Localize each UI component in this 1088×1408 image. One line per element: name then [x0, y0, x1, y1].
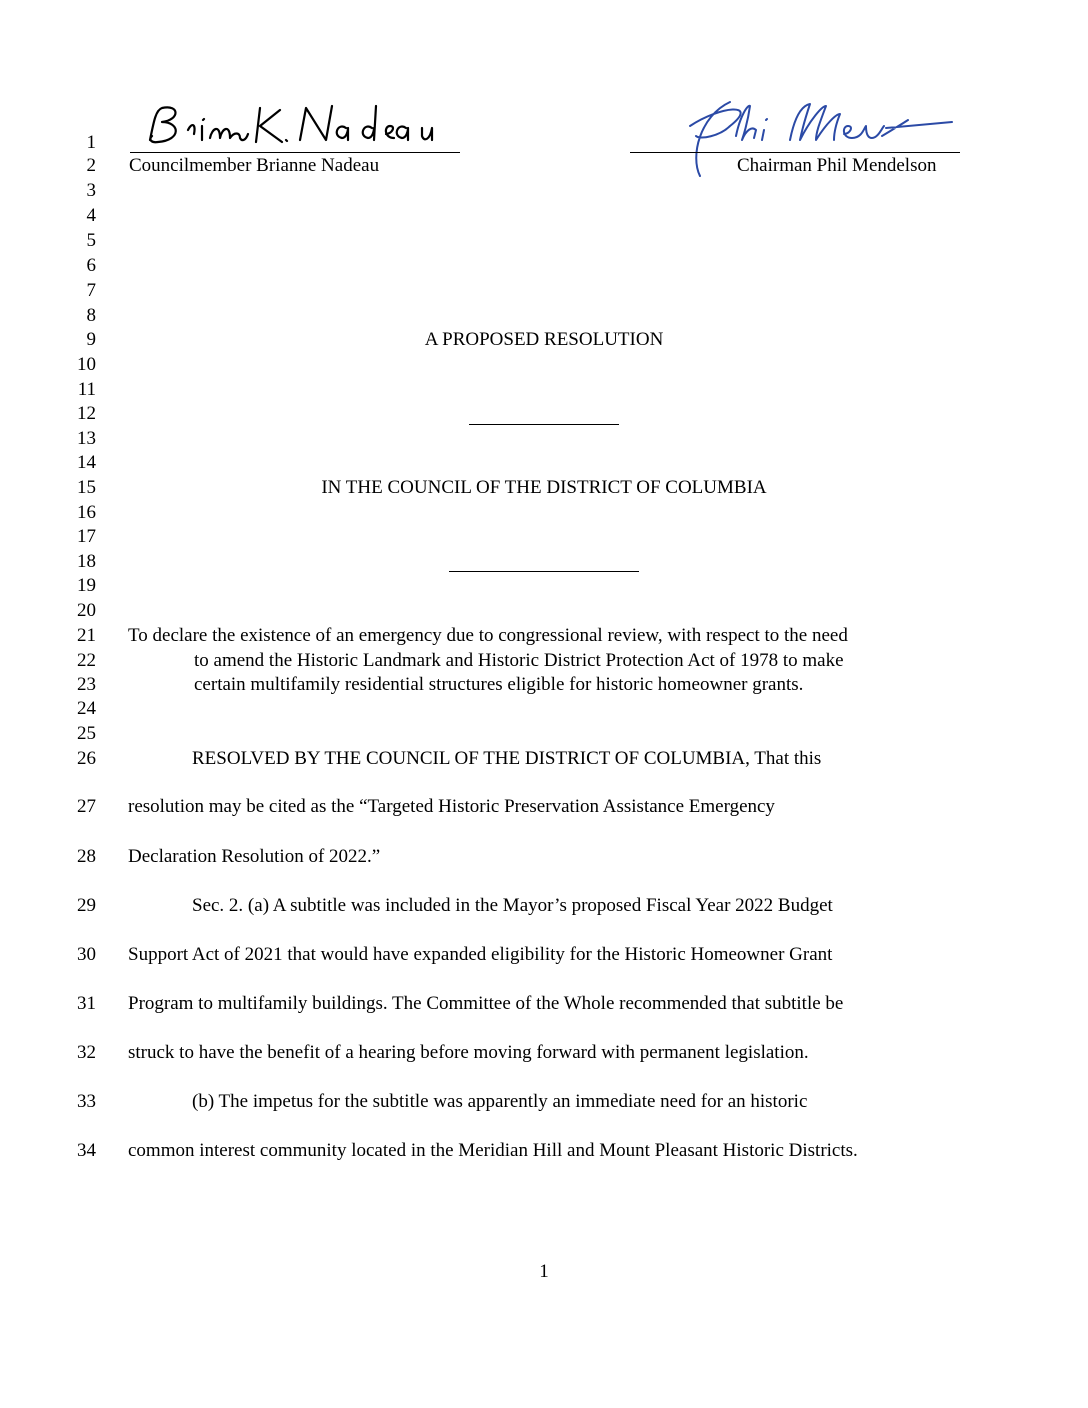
- signature-line-left: [130, 152, 460, 153]
- line-number: 3: [86, 180, 96, 201]
- line-number: 15: [77, 477, 96, 498]
- long-title-line: certain multifamily residential structures eligible for historic homeowner grants.: [194, 674, 804, 695]
- line-number: 2: [86, 155, 96, 176]
- line-number: 29: [77, 895, 96, 916]
- line-number: 11: [77, 379, 96, 400]
- signatory-title-right: Chairman Phil Mendelson: [737, 155, 937, 176]
- page-number: 1: [539, 1261, 549, 1282]
- line-number: 23: [77, 674, 96, 695]
- line-number: 22: [77, 650, 96, 671]
- body-line: common interest community located in the Meridian Hill and Mount Pleasant Historic Districts.: [128, 1140, 858, 1161]
- long-title-line: To declare the existence of an emergency due to congressional review, with respect to the need: [128, 625, 848, 646]
- line-number: 17: [77, 526, 96, 547]
- body-line: Program to multifamily buildings. The Committee of the Whole recommended that subtitle be: [128, 993, 844, 1014]
- line-number: 1: [86, 132, 96, 153]
- line-number: 24: [77, 698, 96, 719]
- line-number: 34: [77, 1140, 96, 1161]
- signature-nadeau: [140, 100, 460, 150]
- line-number: 20: [77, 600, 96, 621]
- line-number: 33: [77, 1091, 96, 1112]
- line-number: 7: [86, 280, 96, 301]
- line-number: 28: [77, 846, 96, 867]
- line-number: 12: [77, 403, 96, 424]
- line-number: 30: [77, 944, 96, 965]
- line-number: 13: [77, 428, 96, 449]
- body-line: struck to have the benefit of a hearing before moving forward with permanent legislation.: [128, 1042, 809, 1063]
- line-number: 27: [77, 796, 96, 817]
- signature-line-right: [630, 152, 960, 153]
- line-number: 16: [77, 502, 96, 523]
- line-number: 32: [77, 1042, 96, 1063]
- line-number: 25: [77, 723, 96, 744]
- line-number: 26: [77, 748, 96, 769]
- line-number: 19: [77, 575, 96, 596]
- line-number: 18: [77, 551, 96, 572]
- council-heading: IN THE COUNCIL OF THE DISTRICT OF COLUMBIA: [321, 477, 767, 498]
- line-number: 10: [77, 354, 96, 375]
- line-number: 21: [77, 625, 96, 646]
- line-number: 5: [86, 230, 96, 251]
- body-line: RESOLVED BY THE COUNCIL OF THE DISTRICT OF COLUMBIA, That this: [192, 748, 822, 769]
- line-number: 9: [86, 329, 96, 350]
- long-title-line: to amend the Historic Landmark and Historic District Protection Act of 1978 to make: [194, 650, 844, 671]
- divider-rule: [469, 424, 619, 425]
- resolution-heading: A PROPOSED RESOLUTION: [424, 329, 664, 350]
- body-line: Sec. 2. (a) A subtitle was included in the Mayor’s proposed Fiscal Year 2022 Budget: [192, 895, 833, 916]
- body-line: Support Act of 2021 that would have expanded eligibility for the Historic Homeowner Grant: [128, 944, 833, 965]
- signatory-title-left: Councilmember Brianne Nadeau: [129, 155, 380, 176]
- body-line: (b) The impetus for the subtitle was apparently an immediate need for an historic: [192, 1091, 808, 1112]
- line-number: 6: [86, 255, 96, 276]
- line-number: 4: [86, 205, 96, 226]
- line-number: 8: [86, 305, 96, 326]
- body-line: resolution may be cited as the “Targeted Historic Preservation Assistance Emergency: [128, 796, 775, 817]
- line-number: 31: [77, 993, 96, 1014]
- body-line: Declaration Resolution of 2022.”: [128, 846, 381, 867]
- line-number: 14: [77, 452, 96, 473]
- divider-rule: [449, 571, 639, 572]
